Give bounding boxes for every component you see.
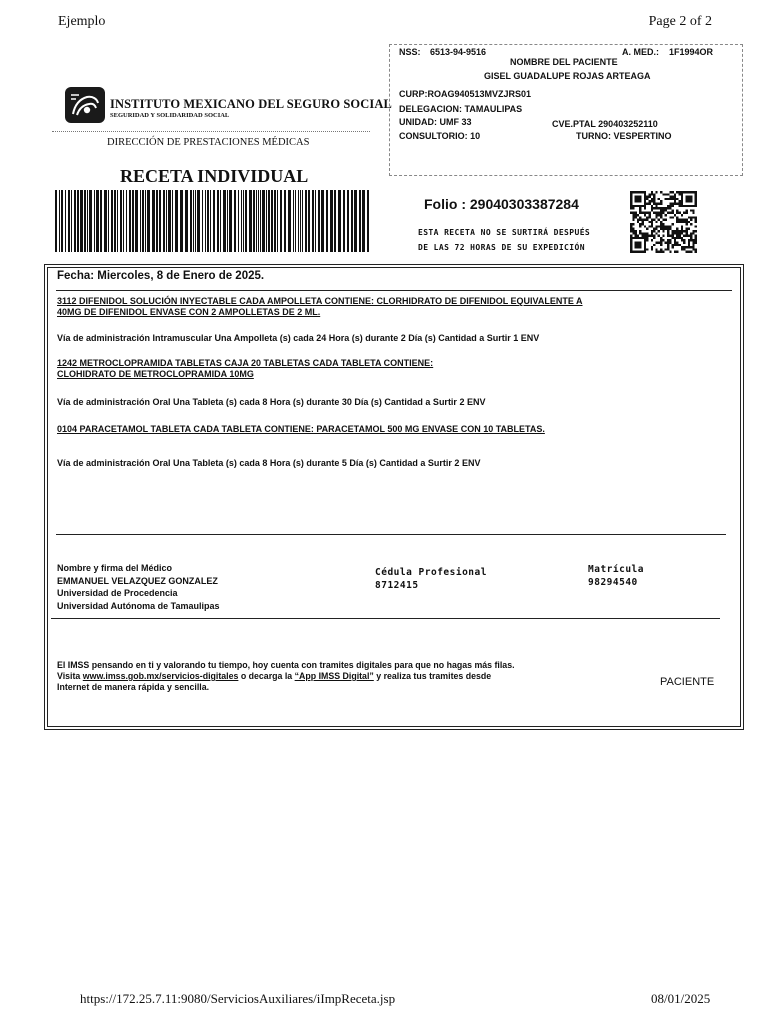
cedula-value: 8712415	[375, 580, 419, 591]
doctor-name: EMMANUEL VELAZQUEZ GONZALEZ	[57, 575, 218, 586]
patient-name-label: NOMBRE DEL PACIENTE	[510, 57, 618, 67]
imss-message-line2	[57, 671, 515, 682]
institution-name: INSTITUTO MEXICANO DEL SEGURO SOCIAL	[110, 97, 392, 111]
medication-3-title-line1: 0104 PARACETAMOL TABLETA CADA TABLETA CONTIENE: PARACETAMOL 500 MG ENVASE CON 10 TABLETAS.	[57, 424, 545, 434]
items-divider	[56, 534, 726, 535]
origin-university-label: Universidad de Procedencia	[57, 588, 178, 598]
turno: TURNO: VESPERTINO	[576, 131, 672, 141]
medication-2-title-line1: 1242 METROCLOPRAMIDA TABLETAS CAJA 20 TABLETAS CADA TABLETA CONTIENE:	[57, 358, 434, 368]
imss-digital-message	[57, 660, 515, 693]
cve-ptal: CVE.PTAL 290403252110	[552, 119, 658, 129]
matricula-block	[588, 563, 644, 589]
expiry-warning-line1: ESTA RECETA NO SE SURTIRÁ DESPUÉS	[418, 228, 591, 237]
doctor-signature-label: Nombre y firma del Médico	[57, 563, 173, 573]
medication-3-directions: Vía de administración Oral Una Tableta (s) cada 8 Hora (s) durante 5 Día (s) Cantidad a Surtir 2 ENV	[57, 458, 481, 468]
imss-app-name: “App IMSS Digital”	[294, 671, 374, 681]
visit-text: Visita	[57, 671, 83, 681]
medication-3-title	[57, 424, 545, 435]
copy-label: PACIENTE	[660, 676, 715, 688]
delegacion: DELEGACION: TAMAULIPAS	[399, 104, 523, 114]
amed-label: A. MED.:	[622, 47, 659, 57]
nss-label: NSS:	[399, 47, 421, 57]
signature-divider	[51, 618, 720, 619]
consultorio: CONSULTORIO: 10	[399, 131, 481, 141]
direction-name: DIRECCIÓN DE PRESTACIONES MÉDICAS	[107, 137, 310, 148]
medication-1-title	[57, 296, 583, 318]
doctor-signature-block	[57, 562, 220, 612]
matricula-label: Matrícula	[588, 564, 644, 575]
nss-value: 6513-94-9516	[430, 47, 487, 57]
download-text: o decarga la	[238, 671, 295, 681]
prescription-date: Fecha: Miercoles, 8 de Enero de 2025.	[57, 270, 265, 282]
medication-2-title-line2: CLOHIDRATO DE METROCLOPRAMIDA 10MG	[57, 369, 254, 379]
patient-name: GISEL GUADALUPE ROJAS ARTEAGA	[484, 71, 651, 81]
matricula-value: 98294540	[588, 577, 638, 588]
amed-value: 1F1994OR	[669, 47, 714, 57]
imss-digital-link[interactable]: www.imss.gob.mx/servicios-digitales	[82, 671, 239, 681]
imss-message-line1: El IMSS pensando en ti y valorando tu tiempo, hoy cuenta con tramites digitales para que no hagas más filas.	[57, 660, 515, 670]
medication-2-title	[57, 358, 433, 380]
cedula-label: Cédula Profesional	[375, 567, 487, 578]
date-divider	[56, 290, 732, 291]
medication-1-title-line1: 3112 DIFENIDOL SOLUCIÓN INYECTABLE CADA AMPOLLETA CONTIENE: CLORHIDRATO DE DIFENIDOL EQUIVALENTE A	[57, 296, 583, 306]
qr-code	[630, 191, 697, 253]
curp: CURP:ROAG940513MVZJRS01	[399, 89, 532, 99]
origin-university: Universidad Autónoma de Tamaulipas	[57, 600, 220, 611]
document-title: RECETA INDIVIDUAL	[120, 166, 309, 186]
cedula-block	[375, 566, 487, 592]
imss-message-line3: Internet de manera rápida y sencilla.	[57, 682, 210, 692]
print-header-page: Page 2 of 2	[648, 14, 712, 29]
expiry-warning-line2: DE LAS 72 HORAS DE SU EXPEDICIÓN	[418, 243, 585, 252]
header-divider	[52, 131, 370, 132]
medication-2-directions: Vía de administración Oral Una Tableta (s) cada 8 Hora (s) durante 30 Día (s) Cantidad a Surtir 2 ENV	[57, 397, 486, 407]
page-url: https://172.25.7.11:9080/ServiciosAuxiliares/iImpReceta.jsp	[80, 991, 396, 1006]
barcode	[55, 190, 369, 252]
tramites-text: y realiza tus tramites desde	[373, 671, 492, 681]
print-date: 08/01/2025	[651, 991, 711, 1006]
folio: Folio : 29040303387284	[424, 196, 579, 212]
print-header-left: Ejemplo	[58, 14, 106, 29]
institution-subtitle: SEGURIDAD Y SOLIDARIDAD SOCIAL	[110, 112, 230, 119]
medication-1-directions: Vía de administración Intramuscular Una Ampolleta (s) cada 24 Hora (s) durante 2 Día (s) Cantidad a Surtir 1 ENV	[57, 333, 540, 343]
imss-logo	[65, 87, 105, 123]
unidad: UNIDAD: UMF 33	[399, 117, 472, 127]
medication-1-title-line2: 40MG DE DIFENIDOL ENVASE CON 2 AMPOLLETAS DE 2 ML.	[57, 307, 321, 317]
